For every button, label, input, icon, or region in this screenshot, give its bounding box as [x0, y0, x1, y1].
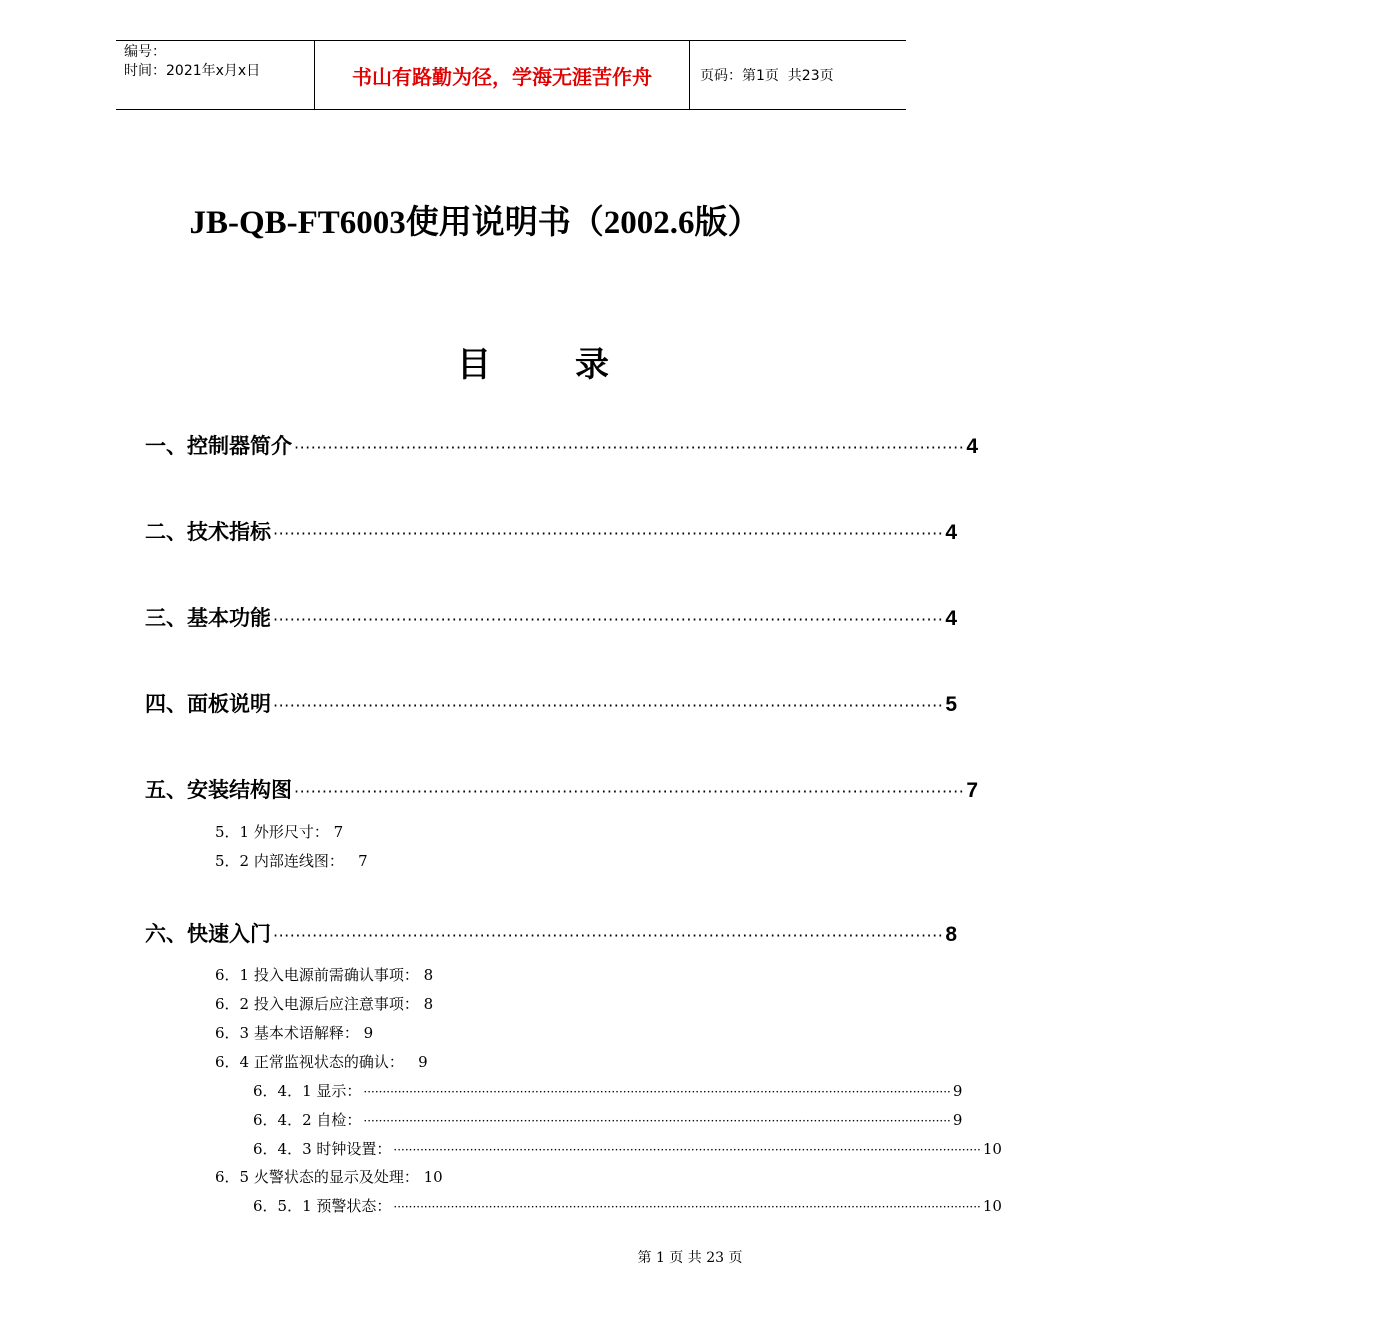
toc-subentry[interactable]: 5．1 外形尺寸： 7 [215, 823, 344, 841]
toc-heading-char1: 目 [457, 345, 495, 385]
toc-leader: ························································································································ [273, 926, 944, 945]
header-page-info-text: 页码：第1页 共23页 [700, 68, 834, 84]
toc-entry[interactable] [145, 918, 957, 948]
toc-subentry[interactable]: 5．2 内部连线图： 7 [215, 852, 368, 870]
toc-leader: ·························································································································································· [363, 1085, 951, 1099]
toc-entry-label: 五、安装结构图 [145, 778, 292, 802]
toc-leader: ·························································································································································· [393, 1143, 981, 1157]
header-time-label: 时间：2021年x月x日 [124, 63, 261, 79]
toc-subsubentry[interactable] [253, 1109, 963, 1130]
toc-leader: ························································································································ [294, 438, 965, 457]
toc-entry-label: 六、快速入门 [145, 922, 271, 946]
toc-entry-page: 7 [966, 779, 978, 802]
toc-heading [0, 337, 1070, 386]
toc-entry[interactable] [145, 688, 957, 718]
header-page-info [690, 41, 906, 109]
header-code-label: 编号： [124, 44, 166, 60]
toc-entry-page: 5 [945, 693, 957, 716]
toc-subsubentry[interactable] [253, 1080, 963, 1101]
toc-leader: ························································································································ [273, 610, 944, 629]
toc-entry-label: 一、控制器简介 [145, 434, 292, 458]
toc-subentry[interactable]: 6．4 正常监视状态的确认： 9 [215, 1053, 428, 1071]
toc-entry[interactable] [145, 430, 978, 460]
toc-subsubentry-page: 9 [952, 1082, 963, 1100]
toc-subentry[interactable]: 6．3 基本术语解释： 9 [215, 1024, 374, 1042]
toc-subentry[interactable]: 6．5 火警状态的显示及处理： 10 [215, 1168, 443, 1186]
toc-subentry[interactable]: 6．2 投入电源后应注意事项： 8 [215, 995, 434, 1013]
toc-entry-page: 4 [945, 521, 957, 544]
toc-subsubentry-label: 6．4．1 显示： [253, 1082, 362, 1100]
page-header [116, 40, 906, 110]
header-motto: 书山有路勤为径，学海无涯苦作舟 [315, 41, 690, 109]
toc-subsubentry-label: 6．4．3 时钟设置： [253, 1140, 392, 1158]
page-footer: 第 1 页 共 23 页 [637, 1250, 743, 1266]
toc-entry[interactable] [145, 516, 957, 546]
toc-entry-label: 四、面板说明 [145, 692, 271, 716]
toc-entry-label: 二、技术指标 [145, 520, 271, 544]
toc-subsubentry[interactable] [253, 1195, 1002, 1216]
header-meta [116, 41, 315, 109]
document-title: JB-QB-FT6003使用说明书（2002.6版） [189, 205, 761, 241]
toc-leader: ························································································································ [273, 524, 944, 543]
toc-leader: ·························································································································································· [363, 1114, 951, 1128]
toc-subsubentry-page: 10 [982, 1140, 1002, 1158]
toc-leader: ························································································································ [273, 696, 944, 715]
toc-entry[interactable] [145, 774, 978, 804]
toc-subentry[interactable]: 6．1 投入电源前需确认事项： 8 [215, 966, 434, 984]
toc-leader: ························································································································ [294, 782, 965, 801]
toc-entry-label: 三、基本功能 [145, 606, 271, 630]
toc-heading-char2: 录 [575, 345, 613, 385]
toc-subsubentry-label: 6．4．2 自检： [253, 1111, 362, 1129]
toc-leader: ·························································································································································· [393, 1200, 981, 1214]
toc-entry-page: 8 [945, 923, 957, 946]
toc-subsubentry-page: 9 [952, 1111, 963, 1129]
toc-subsubentry-page: 10 [982, 1197, 1002, 1215]
toc-entry[interactable] [145, 602, 957, 632]
toc-subsubentry[interactable] [253, 1138, 1002, 1159]
toc-subsubentry-label: 6．5．1 预警状态： [253, 1197, 392, 1215]
toc-entry-page: 4 [966, 435, 978, 458]
toc-entry-page: 4 [945, 607, 957, 630]
